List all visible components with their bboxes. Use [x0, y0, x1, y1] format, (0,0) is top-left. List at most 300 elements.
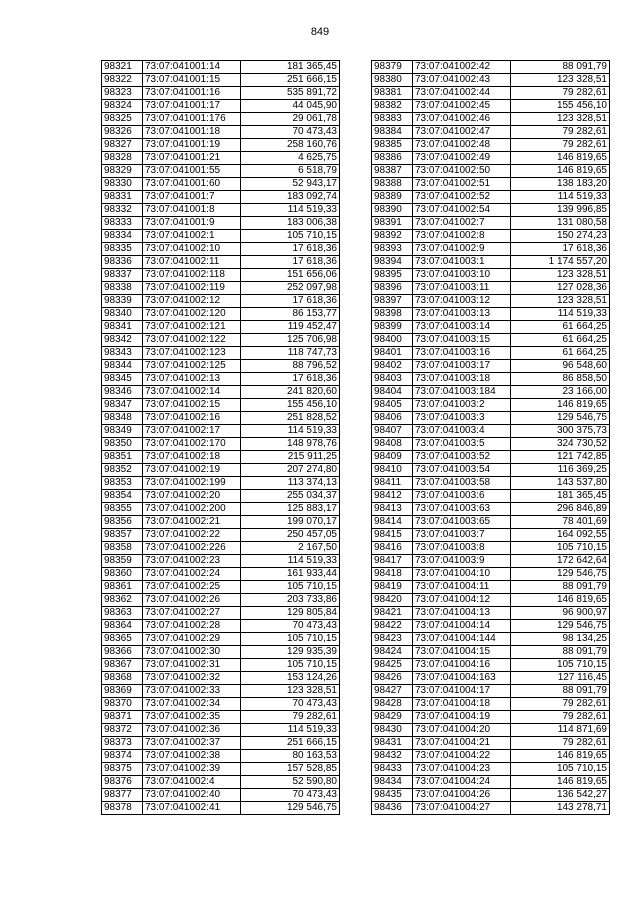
- cadastral-number-cell: 73:07:041002:36: [143, 724, 241, 737]
- cadastral-number-cell: 73:07:041002:22: [143, 529, 241, 542]
- table-row: [372, 503, 610, 516]
- cadastral-number-cell: 73:07:041004:13: [413, 607, 511, 620]
- row-number-cell: 98358: [102, 542, 143, 555]
- table-row: [372, 737, 610, 750]
- row-number-cell: 98404: [372, 386, 413, 399]
- table-row: [102, 87, 340, 100]
- value-cell: 324 730,52: [511, 438, 610, 451]
- value-cell: 146 819,65: [511, 594, 610, 607]
- table-row: [372, 607, 610, 620]
- table-row: [372, 724, 610, 737]
- row-number-cell: 98346: [102, 386, 143, 399]
- cadastral-number-cell: 73:07:041004:14: [413, 620, 511, 633]
- value-cell: 86 858,50: [511, 373, 610, 386]
- cadastral-number-cell: 73:07:041002:24: [143, 568, 241, 581]
- cadastral-number-cell: 73:07:041003:52: [413, 451, 511, 464]
- table-row: [102, 425, 340, 438]
- value-cell: 17 618,36: [241, 256, 340, 269]
- cadastral-number-cell: 73:07:041002:14: [143, 386, 241, 399]
- value-cell: 113 374,13: [241, 477, 340, 490]
- value-cell: 127 116,45: [511, 672, 610, 685]
- table-row: [102, 659, 340, 672]
- cadastral-number-cell: 73:07:041002:15: [143, 399, 241, 412]
- value-cell: 114 519,33: [241, 425, 340, 438]
- value-cell: 105 710,15: [511, 763, 610, 776]
- cadastral-number-cell: 73:07:041002:30: [143, 646, 241, 659]
- table-row: [372, 581, 610, 594]
- value-cell: 79 282,61: [511, 126, 610, 139]
- cadastral-number-cell: 73:07:041004:10: [413, 568, 511, 581]
- cadastral-number-cell: 73:07:041001:19: [143, 139, 241, 152]
- cadastral-number-cell: 73:07:041003:6: [413, 490, 511, 503]
- value-cell: 136 542,27: [511, 789, 610, 802]
- value-cell: 114 519,33: [511, 191, 610, 204]
- table-row: [102, 451, 340, 464]
- cadastral-number-cell: 73:07:041002:40: [143, 789, 241, 802]
- cadastral-number-cell: 73:07:041002:7: [413, 217, 511, 230]
- value-cell: 70 473,43: [241, 789, 340, 802]
- cadastral-number-cell: 73:07:041002:123: [143, 347, 241, 360]
- row-number-cell: 98382: [372, 100, 413, 113]
- value-cell: 199 070,17: [241, 516, 340, 529]
- table-row: [372, 750, 610, 763]
- row-number-cell: 98336: [102, 256, 143, 269]
- table-row: [372, 139, 610, 152]
- value-cell: 96 900,97: [511, 607, 610, 620]
- row-number-cell: 98431: [372, 737, 413, 750]
- value-cell: 105 710,15: [241, 633, 340, 646]
- value-cell: 79 282,61: [511, 139, 610, 152]
- table-row: [102, 750, 340, 763]
- row-number-cell: 98406: [372, 412, 413, 425]
- row-number-cell: 98363: [102, 607, 143, 620]
- table-row: [372, 659, 610, 672]
- value-cell: 300 375,73: [511, 425, 610, 438]
- row-number-cell: 98325: [102, 113, 143, 126]
- row-number-cell: 98375: [102, 763, 143, 776]
- row-number-cell: 98405: [372, 399, 413, 412]
- table-row: [372, 594, 610, 607]
- row-number-cell: 98387: [372, 165, 413, 178]
- row-number-cell: 98408: [372, 438, 413, 451]
- row-number-cell: 98335: [102, 243, 143, 256]
- table-row: [372, 269, 610, 282]
- row-number-cell: 98365: [102, 633, 143, 646]
- value-cell: 129 546,75: [511, 620, 610, 633]
- value-cell: 88 091,79: [511, 685, 610, 698]
- value-cell: 146 819,65: [511, 776, 610, 789]
- row-number-cell: 98343: [102, 347, 143, 360]
- value-cell: 255 034,37: [241, 490, 340, 503]
- row-number-cell: 98326: [102, 126, 143, 139]
- cadastral-number-cell: 73:07:041004:21: [413, 737, 511, 750]
- cadastral-number-cell: 73:07:041002:37: [143, 737, 241, 750]
- table-row: [102, 74, 340, 87]
- table-row: [372, 230, 610, 243]
- cadastral-number-cell: 73:07:041002:51: [413, 178, 511, 191]
- row-number-cell: 98411: [372, 477, 413, 490]
- cadastral-number-cell: 73:07:041002:18: [143, 451, 241, 464]
- row-number-cell: 98374: [102, 750, 143, 763]
- row-number-cell: 98413: [372, 503, 413, 516]
- table-row: [102, 724, 340, 737]
- cadastral-number-cell: 73:07:041001:15: [143, 74, 241, 87]
- value-cell: 79 282,61: [511, 711, 610, 724]
- row-number-cell: 98341: [102, 321, 143, 334]
- page-number: 849: [310, 26, 330, 38]
- cadastral-number-cell: 73:07:041002:226: [143, 542, 241, 555]
- row-number-cell: 98398: [372, 308, 413, 321]
- value-cell: 52 943,17: [241, 178, 340, 191]
- cadastral-number-cell: 73:07:041004:15: [413, 646, 511, 659]
- cadastral-number-cell: 73:07:041002:43: [413, 74, 511, 87]
- row-number-cell: 98369: [102, 685, 143, 698]
- value-cell: 155 456,10: [241, 399, 340, 412]
- row-number-cell: 98396: [372, 282, 413, 295]
- cadastral-number-cell: 73:07:041002:119: [143, 282, 241, 295]
- row-number-cell: 98379: [372, 61, 413, 74]
- cadastral-number-cell: 73:07:041001:55: [143, 165, 241, 178]
- value-cell: 105 710,15: [241, 659, 340, 672]
- row-number-cell: 98381: [372, 87, 413, 100]
- table-row: [372, 282, 610, 295]
- cadastral-number-cell: 73:07:041002:17: [143, 425, 241, 438]
- table-row: [102, 529, 340, 542]
- value-cell: 143 537,80: [511, 477, 610, 490]
- cadastral-number-cell: 73:07:041003:14: [413, 321, 511, 334]
- cadastral-number-cell: 73:07:041004:20: [413, 724, 511, 737]
- row-number-cell: 98418: [372, 568, 413, 581]
- table-row: [102, 568, 340, 581]
- cadastral-number-cell: 73:07:041002:34: [143, 698, 241, 711]
- row-number-cell: 98401: [372, 347, 413, 360]
- value-cell: 105 710,15: [511, 659, 610, 672]
- table-row: [102, 295, 340, 308]
- value-cell: 123 328,51: [511, 269, 610, 282]
- row-number-cell: 98385: [372, 139, 413, 152]
- value-cell: 78 401,69: [511, 516, 610, 529]
- cadastral-number-cell: 73:07:041002:200: [143, 503, 241, 516]
- table-row: [372, 204, 610, 217]
- table-row: [372, 620, 610, 633]
- row-number-cell: 98349: [102, 425, 143, 438]
- cadastral-number-cell: 73:07:041003:12: [413, 295, 511, 308]
- row-number-cell: 98420: [372, 594, 413, 607]
- table-row: [102, 438, 340, 451]
- table-row: [102, 321, 340, 334]
- table-row: [372, 425, 610, 438]
- row-number-cell: 98402: [372, 360, 413, 373]
- cadastral-number-cell: 73:07:041002:47: [413, 126, 511, 139]
- row-number-cell: 98416: [372, 542, 413, 555]
- table-row: [372, 347, 610, 360]
- cadastral-number-cell: 73:07:041004:24: [413, 776, 511, 789]
- value-cell: 79 282,61: [511, 87, 610, 100]
- cadastral-number-cell: 73:07:041002:4: [143, 776, 241, 789]
- table-row: [102, 555, 340, 568]
- row-number-cell: 98421: [372, 607, 413, 620]
- table-row: [372, 646, 610, 659]
- row-number-cell: 98362: [102, 594, 143, 607]
- table-row: [372, 87, 610, 100]
- cadastral-number-cell: 73:07:041003:11: [413, 282, 511, 295]
- table-row: [102, 308, 340, 321]
- row-number-cell: 98389: [372, 191, 413, 204]
- value-cell: 203 733,86: [241, 594, 340, 607]
- value-cell: 121 742,85: [511, 451, 610, 464]
- row-number-cell: 98424: [372, 646, 413, 659]
- value-cell: 183 092,74: [241, 191, 340, 204]
- row-number-cell: 98327: [102, 139, 143, 152]
- cadastral-number-cell: 73:07:041001:17: [143, 100, 241, 113]
- table-row: [372, 191, 610, 204]
- row-number-cell: 98340: [102, 308, 143, 321]
- table-row: [372, 451, 610, 464]
- cadastral-number-cell: 73:07:041003:65: [413, 516, 511, 529]
- row-number-cell: 98399: [372, 321, 413, 334]
- row-number-cell: 98328: [102, 152, 143, 165]
- cadastral-number-cell: 73:07:041002:39: [143, 763, 241, 776]
- table-row: [102, 620, 340, 633]
- row-number-cell: 98329: [102, 165, 143, 178]
- row-number-cell: 98388: [372, 178, 413, 191]
- value-cell: 535 891,72: [241, 87, 340, 100]
- cadastral-number-cell: 73:07:041004:12: [413, 594, 511, 607]
- table-row: [372, 386, 610, 399]
- table-row: [372, 711, 610, 724]
- table-row: [372, 256, 610, 269]
- table-row: [372, 152, 610, 165]
- row-number-cell: 98394: [372, 256, 413, 269]
- table-row: [102, 217, 340, 230]
- table-row: [102, 581, 340, 594]
- value-cell: 123 328,51: [511, 295, 610, 308]
- row-number-cell: 98417: [372, 555, 413, 568]
- value-cell: 148 978,76: [241, 438, 340, 451]
- row-number-cell: 98337: [102, 269, 143, 282]
- cadastral-number-cell: 73:07:041002:125: [143, 360, 241, 373]
- value-cell: 146 819,65: [511, 152, 610, 165]
- table-row: [372, 100, 610, 113]
- row-number-cell: 98351: [102, 451, 143, 464]
- value-cell: 88 091,79: [511, 646, 610, 659]
- table-row: [102, 464, 340, 477]
- cadastral-number-cell: 73:07:041002:46: [413, 113, 511, 126]
- table-row: [102, 776, 340, 789]
- value-cell: 161 933,44: [241, 568, 340, 581]
- value-cell: 252 097,98: [241, 282, 340, 295]
- cadastral-number-cell: 73:07:041003:8: [413, 542, 511, 555]
- cadastral-number-cell: 73:07:041003:4: [413, 425, 511, 438]
- cadastral-number-cell: 73:07:041003:17: [413, 360, 511, 373]
- table-row: [372, 516, 610, 529]
- value-cell: 6 518,79: [241, 165, 340, 178]
- table-row: [372, 126, 610, 139]
- cadastral-number-cell: 73:07:041002:29: [143, 633, 241, 646]
- cadastral-number-cell: 73:07:041002:13: [143, 373, 241, 386]
- table-row: [102, 230, 340, 243]
- cadastral-number-cell: 73:07:041002:199: [143, 477, 241, 490]
- row-number-cell: 98377: [102, 789, 143, 802]
- cadastral-number-cell: 73:07:041002:50: [413, 165, 511, 178]
- value-cell: 4 625,75: [241, 152, 340, 165]
- row-number-cell: 98380: [372, 74, 413, 87]
- value-cell: 150 274,23: [511, 230, 610, 243]
- value-cell: 241 820,60: [241, 386, 340, 399]
- value-cell: 61 664,25: [511, 347, 610, 360]
- value-cell: 114 519,33: [241, 555, 340, 568]
- table-row: [372, 802, 610, 815]
- row-number-cell: 98432: [372, 750, 413, 763]
- row-number-cell: 98427: [372, 685, 413, 698]
- row-number-cell: 98395: [372, 269, 413, 282]
- cadastral-number-cell: 73:07:041004:17: [413, 685, 511, 698]
- value-cell: 155 456,10: [511, 100, 610, 113]
- row-number-cell: 98355: [102, 503, 143, 516]
- cadastral-number-cell: 73:07:041002:54: [413, 204, 511, 217]
- cadastral-number-cell: 73:07:041003:15: [413, 334, 511, 347]
- value-cell: 79 282,61: [511, 737, 610, 750]
- row-number-cell: 98390: [372, 204, 413, 217]
- table-row: [102, 763, 340, 776]
- table-row: [102, 737, 340, 750]
- row-number-cell: 98370: [102, 698, 143, 711]
- row-number-cell: 98324: [102, 100, 143, 113]
- table-row: [372, 490, 610, 503]
- value-cell: 1 174 557,20: [511, 256, 610, 269]
- value-cell: 17 618,36: [241, 373, 340, 386]
- value-cell: 17 618,36: [511, 243, 610, 256]
- row-number-cell: 98373: [102, 737, 143, 750]
- table-row: [102, 360, 340, 373]
- row-number-cell: 98350: [102, 438, 143, 451]
- value-cell: 86 153,77: [241, 308, 340, 321]
- value-cell: 251 666,15: [241, 74, 340, 87]
- cadastral-number-cell: 73:07:041002:32: [143, 672, 241, 685]
- table-row: [102, 347, 340, 360]
- table-row: [102, 633, 340, 646]
- table-row: [102, 698, 340, 711]
- row-number-cell: 98333: [102, 217, 143, 230]
- value-cell: 119 452,47: [241, 321, 340, 334]
- row-number-cell: 98347: [102, 399, 143, 412]
- table-row: [102, 503, 340, 516]
- cadastral-number-cell: 73:07:041001:14: [143, 61, 241, 74]
- row-number-cell: 98367: [102, 659, 143, 672]
- table-row: [372, 412, 610, 425]
- cadastral-number-cell: 73:07:041001:8: [143, 204, 241, 217]
- value-cell: 70 473,43: [241, 698, 340, 711]
- row-number-cell: 98332: [102, 204, 143, 217]
- table-row: [102, 542, 340, 555]
- value-cell: 79 282,61: [241, 711, 340, 724]
- value-cell: 250 457,05: [241, 529, 340, 542]
- table-row: [372, 373, 610, 386]
- value-cell: 118 747,73: [241, 347, 340, 360]
- row-number-cell: 98339: [102, 295, 143, 308]
- table-row: [372, 74, 610, 87]
- row-number-cell: 98372: [102, 724, 143, 737]
- row-number-cell: 98321: [102, 61, 143, 74]
- row-number-cell: 98378: [102, 802, 143, 815]
- row-number-cell: 98356: [102, 516, 143, 529]
- table-row: [372, 672, 610, 685]
- table-row: [102, 61, 340, 74]
- value-cell: 17 618,36: [241, 243, 340, 256]
- cadastral-number-cell: 73:07:041003:18: [413, 373, 511, 386]
- cadastral-number-cell: 73:07:041004:11: [413, 581, 511, 594]
- row-number-cell: 98383: [372, 113, 413, 126]
- table-row: [372, 360, 610, 373]
- row-number-cell: 98322: [102, 74, 143, 87]
- cadastral-number-cell: 73:07:041001:21: [143, 152, 241, 165]
- table-row: [102, 477, 340, 490]
- cadastral-number-cell: 73:07:041002:48: [413, 139, 511, 152]
- row-number-cell: 98430: [372, 724, 413, 737]
- table-row: [372, 165, 610, 178]
- cadastral-number-cell: 73:07:041002:170: [143, 438, 241, 451]
- row-number-cell: 98436: [372, 802, 413, 815]
- cadastral-number-cell: 73:07:041002:120: [143, 308, 241, 321]
- cadastral-number-cell: 73:07:041001:18: [143, 126, 241, 139]
- cadastral-number-cell: 73:07:041003:1: [413, 256, 511, 269]
- cadastral-number-cell: 73:07:041004:23: [413, 763, 511, 776]
- table-row: [102, 646, 340, 659]
- row-number-cell: 98338: [102, 282, 143, 295]
- row-number-cell: 98344: [102, 360, 143, 373]
- value-cell: 251 828,52: [241, 412, 340, 425]
- cadastral-number-cell: 73:07:041004:18: [413, 698, 511, 711]
- cadastral-number-cell: 73:07:041002:118: [143, 269, 241, 282]
- row-number-cell: 98342: [102, 334, 143, 347]
- row-number-cell: 98428: [372, 698, 413, 711]
- table-row: [102, 386, 340, 399]
- cadastral-number-cell: 73:07:041002:41: [143, 802, 241, 815]
- cadastral-number-cell: 73:07:041004:26: [413, 789, 511, 802]
- row-number-cell: 98359: [102, 555, 143, 568]
- value-cell: 157 528,85: [241, 763, 340, 776]
- table-row: [102, 113, 340, 126]
- cadastral-number-cell: 73:07:041002:121: [143, 321, 241, 334]
- table-row: [102, 412, 340, 425]
- cadastral-number-cell: 73:07:041001:9: [143, 217, 241, 230]
- cadastral-number-cell: 73:07:041003:16: [413, 347, 511, 360]
- row-number-cell: 98414: [372, 516, 413, 529]
- cadastral-number-cell: 73:07:041004:19: [413, 711, 511, 724]
- row-number-cell: 98357: [102, 529, 143, 542]
- cadastral-number-cell: 73:07:041004:144: [413, 633, 511, 646]
- table-row: [372, 321, 610, 334]
- table-row: [102, 152, 340, 165]
- row-number-cell: 98393: [372, 243, 413, 256]
- value-cell: 52 590,80: [241, 776, 340, 789]
- table-row: [372, 464, 610, 477]
- row-number-cell: 98384: [372, 126, 413, 139]
- value-cell: 123 328,51: [511, 74, 610, 87]
- row-number-cell: 98334: [102, 230, 143, 243]
- value-cell: 29 061,78: [241, 113, 340, 126]
- right-table: [371, 60, 610, 815]
- row-number-cell: 98354: [102, 490, 143, 503]
- cadastral-number-cell: 73:07:041002:28: [143, 620, 241, 633]
- value-cell: 127 028,36: [511, 282, 610, 295]
- table-row: [372, 698, 610, 711]
- table-row: [102, 490, 340, 503]
- cadastral-number-cell: 73:07:041003:2: [413, 399, 511, 412]
- table-row: [102, 165, 340, 178]
- value-cell: 23 166,00: [511, 386, 610, 399]
- table-row: [372, 217, 610, 230]
